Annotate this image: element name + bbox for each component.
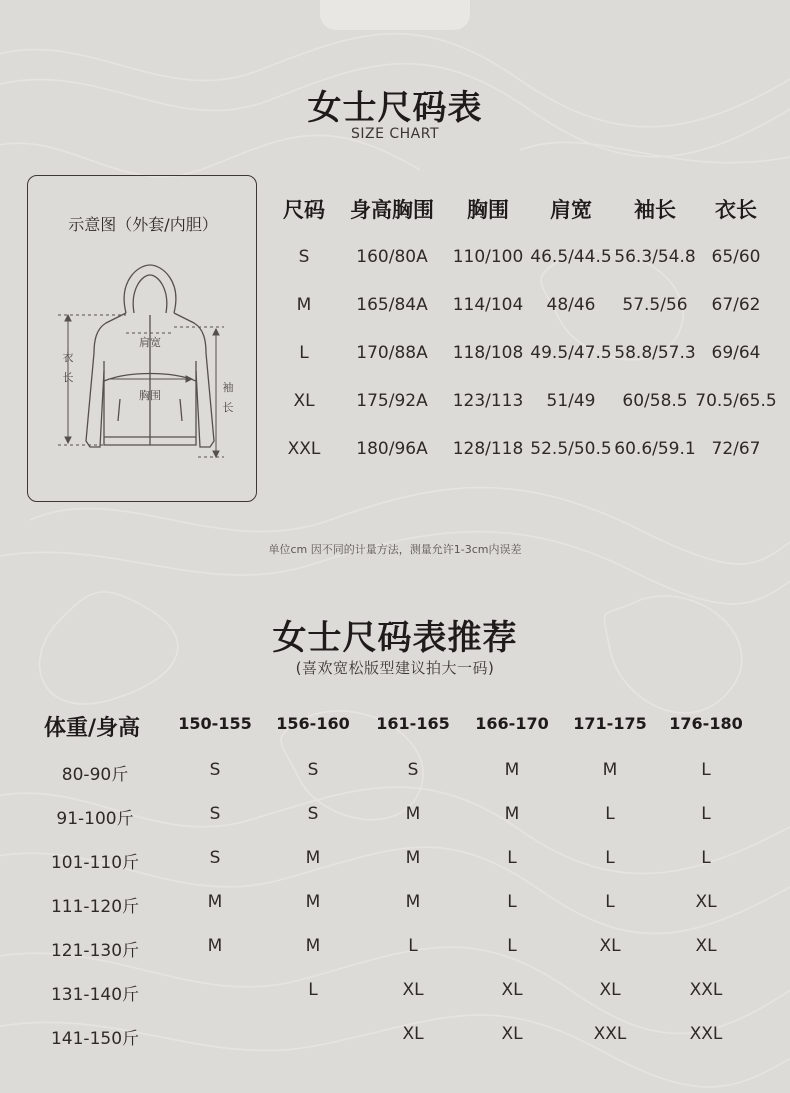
weight-range-label: 91-100斤 — [56, 809, 134, 829]
recommended-size-cell: XXL — [689, 1024, 723, 1044]
recommended-size-cell: M — [207, 936, 223, 956]
recommend-subtitle: (喜欢宽松版型建议拍大一码) — [295, 659, 495, 677]
recommended-size-cell: L — [701, 804, 711, 824]
recommended-size-cell: M — [207, 892, 223, 912]
size-table-cell: 46.5/44.5 — [530, 247, 612, 267]
recommended-size-cell: XL — [695, 936, 717, 956]
height-range-header: 171-175 — [573, 714, 647, 733]
recommended-size-cell: L — [605, 892, 615, 912]
size-table-cell: 65/60 — [711, 247, 761, 267]
recommended-size-cell: XL — [695, 892, 717, 912]
recommended-size-cell: S — [307, 760, 319, 780]
size-label: L — [299, 343, 309, 363]
size-table-cell: 57.5/56 — [622, 295, 688, 315]
size-table-cell: 170/88A — [356, 343, 428, 363]
weight-range-label: 131-140斤 — [50, 985, 140, 1005]
diagram-title: 示意图（外套/内胆） — [68, 215, 218, 234]
recommended-size-cell: M — [602, 760, 618, 780]
weight-range-label: 101-110斤 — [50, 853, 140, 873]
size-table-cell: 123/113 — [452, 391, 524, 411]
sleeve-label-2: 长 — [222, 401, 234, 414]
size-table-cell: 58.8/57.3 — [614, 343, 696, 363]
size-table-header: 胸围 — [467, 198, 509, 222]
recommended-size-cell: S — [209, 804, 221, 824]
height-range-header: 156-160 — [276, 714, 350, 733]
size-table-cell: 118/108 — [452, 343, 524, 363]
height-range-header: 166-170 — [475, 714, 549, 733]
recommended-size-cell: L — [507, 936, 517, 956]
page-subtitle: SIZE CHART — [350, 126, 440, 142]
weight-range-label: 111-120斤 — [50, 897, 140, 917]
recommended-size-cell: XL — [501, 1024, 523, 1044]
size-table-cell: 48/46 — [546, 295, 596, 315]
size-table-cell: 69/64 — [711, 343, 761, 363]
recommended-size-cell: M — [405, 892, 421, 912]
size-table-cell: 67/62 — [711, 295, 761, 315]
measurement-note: 单位cm 因不同的计量方法，测量允许1-3cm内误差 — [268, 543, 522, 556]
size-table-cell: 52.5/50.5 — [530, 439, 612, 459]
size-table-cell: 110/100 — [452, 247, 524, 267]
size-table-header: 尺码 — [283, 198, 325, 222]
recommended-size-cell: L — [507, 892, 517, 912]
weight-range-label: 121-130斤 — [50, 941, 140, 961]
weight-range-label: 141-150斤 — [50, 1029, 140, 1049]
size-label: S — [298, 247, 310, 267]
size-table-cell: 70.5/65.5 — [695, 391, 777, 411]
recommended-size-cell: XL — [501, 980, 523, 1000]
recommend-title: 女士尺码表推荐 — [272, 618, 518, 658]
recommended-size-cell: XXL — [689, 980, 723, 1000]
size-label: XL — [293, 391, 315, 411]
recommended-size-cell: M — [305, 848, 321, 868]
recommended-size-cell: M — [405, 804, 421, 824]
recommended-size-cell: L — [701, 848, 711, 868]
recommended-size-cell: L — [605, 848, 615, 868]
page-title: 女士尺码表 — [307, 88, 483, 128]
size-table-cell: 72/67 — [711, 439, 761, 459]
recommended-size-cell: XL — [402, 1024, 424, 1044]
sleeve-label-1: 袖 — [222, 381, 234, 394]
length-label-1: 衣 — [62, 351, 74, 364]
recommended-size-cell: XL — [599, 936, 621, 956]
size-table-cell: 56.3/54.8 — [614, 247, 696, 267]
recommend-corner-label: 体重/身高 — [43, 716, 141, 741]
size-table-cell: 165/84A — [356, 295, 428, 315]
size-table-cell: 180/96A — [356, 439, 428, 459]
size-table-cell: 60/58.5 — [622, 391, 688, 411]
length-label-2: 长 — [62, 371, 74, 384]
size-table-cell: 175/92A — [356, 391, 428, 411]
recommended-size-cell: L — [408, 936, 418, 956]
recommended-size-cell: S — [209, 760, 221, 780]
height-range-header: 150-155 — [178, 714, 252, 733]
size-table-cell: 114/104 — [452, 295, 524, 315]
recommended-size-cell: L — [507, 848, 517, 868]
size-table-cell: 128/118 — [452, 439, 524, 459]
recommended-size-cell: M — [504, 804, 520, 824]
weight-range-label: 80-90斤 — [61, 765, 129, 785]
height-range-header: 176-180 — [669, 714, 743, 733]
recommended-size-cell: M — [305, 936, 321, 956]
top-tab-decoration — [320, 0, 470, 30]
recommended-size-cell: XL — [402, 980, 424, 1000]
recommended-size-cell: M — [504, 760, 520, 780]
height-range-header: 161-165 — [376, 714, 450, 733]
size-table-header: 身高胸围 — [350, 198, 434, 222]
measurement-diagram — [27, 175, 257, 502]
recommended-size-cell: S — [209, 848, 221, 868]
size-table-cell: 160/80A — [356, 247, 428, 267]
size-table-header: 衣长 — [715, 198, 757, 222]
recommended-size-cell: S — [407, 760, 419, 780]
recommended-size-cell: M — [305, 892, 321, 912]
chest-label: 胸围 — [139, 389, 161, 402]
jacket-illustration — [38, 261, 248, 481]
recommended-size-cell: XL — [599, 980, 621, 1000]
recommended-size-cell: L — [605, 804, 615, 824]
size-table-cell: 51/49 — [546, 391, 596, 411]
recommended-size-cell: S — [307, 804, 319, 824]
size-label: M — [296, 295, 312, 315]
recommended-size-cell: XXL — [593, 1024, 627, 1044]
size-table-header: 袖长 — [634, 198, 676, 222]
recommended-size-cell: M — [405, 848, 421, 868]
size-table-header: 肩宽 — [550, 198, 592, 222]
shoulder-label: 肩宽 — [139, 336, 161, 349]
recommended-size-cell: L — [308, 980, 318, 1000]
size-table-cell: 49.5/47.5 — [530, 343, 612, 363]
size-label: XXL — [287, 439, 321, 459]
size-table-cell: 60.6/59.1 — [614, 439, 696, 459]
recommended-size-cell: L — [701, 760, 711, 780]
